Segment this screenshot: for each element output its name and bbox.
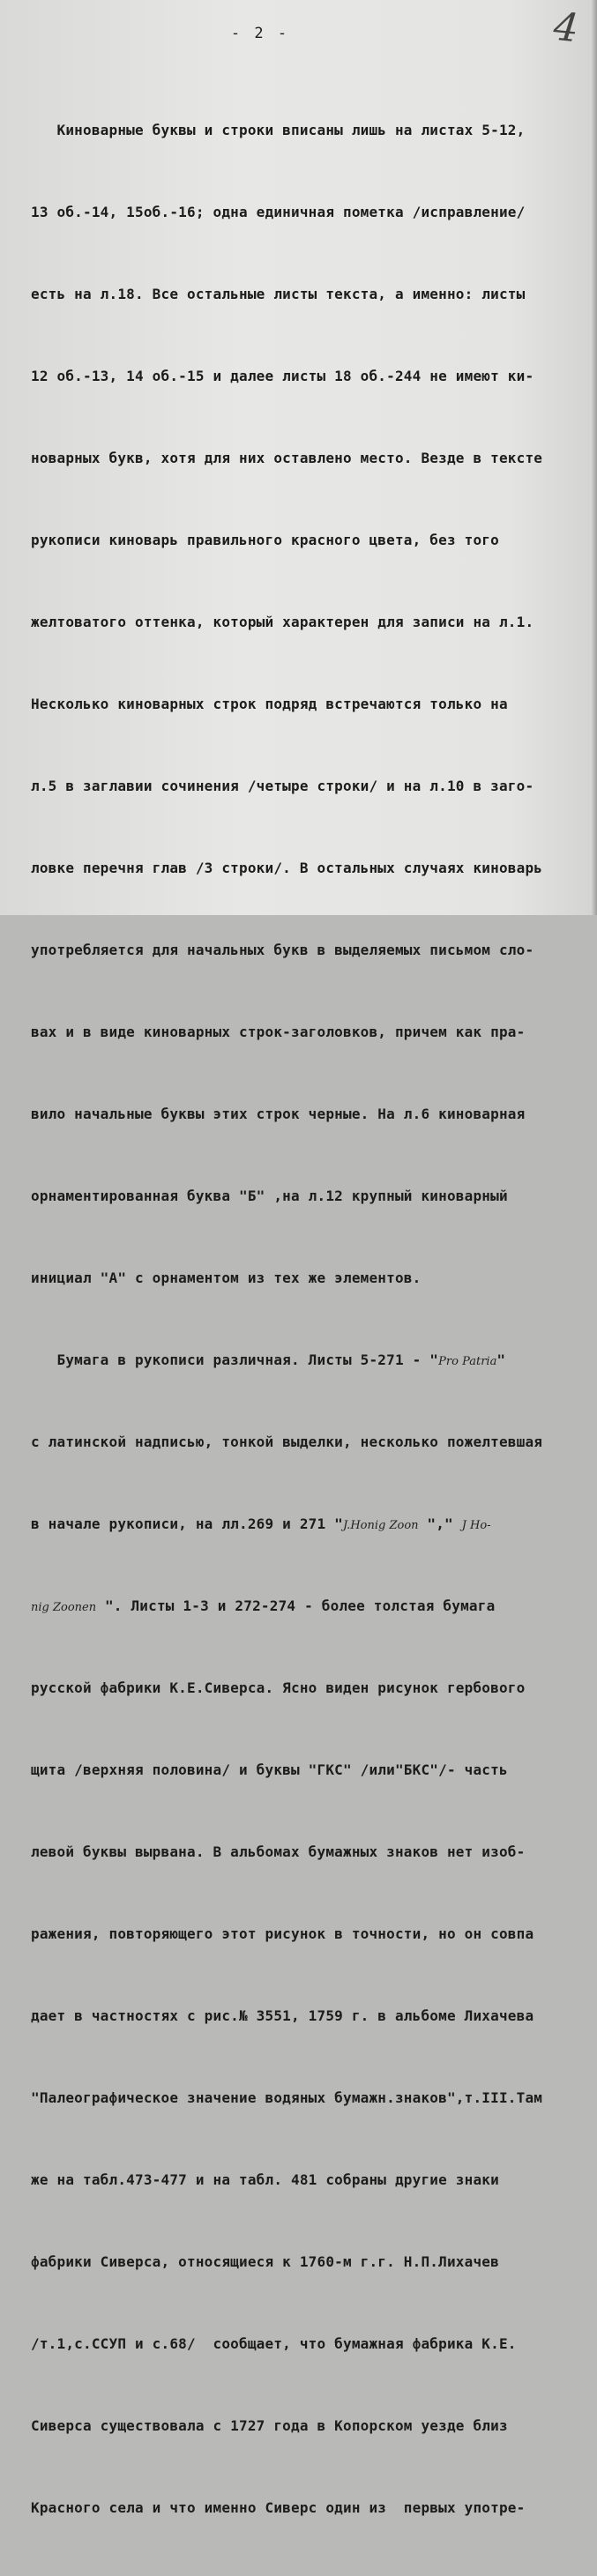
handwritten-sheet-number: 4 bbox=[551, 4, 581, 52]
text-line: 12 об.-13, 14 об.-15 и далее листы 18 об.-244 не имеют ки- bbox=[31, 368, 534, 384]
text-line: употребляется для начальных букв в выделяемых письмом сло- bbox=[31, 942, 534, 958]
text-line: инициал "А" с орнаментом из тех же элементов. bbox=[31, 1269, 422, 1286]
text-line-with-handwriting bbox=[31, 1346, 595, 1374]
text-line: л.5 в заглавии сочинения /четыре строки/ и на л.10 в заго- bbox=[31, 778, 534, 794]
text-line: Красного села и что именно Сиверс один из первых употре- bbox=[31, 2499, 526, 2516]
text-line: орнаментированная буква "Б" ,на л.12 крупный киноварный bbox=[31, 1187, 508, 1204]
text-line: левой буквы вырвана. В альбомах бумажных знаков нет изоб- bbox=[31, 1843, 526, 1860]
text-segment: "," bbox=[418, 1515, 462, 1532]
text-line: Киноварные буквы и строки вписаны лишь на листах 5-12, bbox=[31, 122, 526, 138]
text-line: Несколько киноварных строк подряд встречаются только на bbox=[31, 696, 508, 712]
handwritten-insert-honig: J Ho- bbox=[461, 1519, 491, 1532]
text-line: ражения, повторяющего этот рисунок в точности, но он совпа bbox=[31, 1925, 534, 1942]
text-segment: в начале рукописи, на лл.269 и 271 " bbox=[31, 1515, 343, 1532]
handwritten-insert-pro-patria: Pro Patria bbox=[438, 1355, 497, 1368]
text-line: /т.1,с.ССУП и с.68/ сообщает, что бумажная фабрика К.Е. bbox=[31, 2335, 517, 2352]
page-number: - 2 - bbox=[230, 25, 290, 42]
text-line: вах и в виде киноварных строк-заголовков, причем как пра- bbox=[31, 1024, 526, 1040]
text-line: фабрики Сиверса, относящиеся к 1760-м г.г. Н.П.Лихачев bbox=[31, 2253, 499, 2270]
handwritten-insert-honig-zoon: J.Honig Zoon bbox=[342, 1519, 419, 1532]
text-line: Сиверса существовала с 1727 года в Копорском уезде близ bbox=[31, 2417, 508, 2434]
text-line: 13 об.-14, 15об.-16; одна единичная пометка /исправление/ bbox=[31, 204, 526, 220]
text-line: "Палеографическое значение водяных бумажн.знаков",т.III.Там bbox=[31, 2089, 543, 2106]
text-line: ловке перечня глав /3 строки/. В остальных случаях киноварь bbox=[31, 860, 543, 876]
text-segment: Бумага в рукописи различная. Листы 5-271 - " bbox=[31, 1351, 439, 1368]
text-line: новарных букв, хотя для них оставлено место. Везде в тексте bbox=[31, 450, 543, 466]
text-segment: ". Листы 1-3 и 272-274 - более толстая бумага bbox=[96, 1597, 496, 1614]
text-line: есть на л.18. Все остальные листы текста, а именно: листы bbox=[31, 286, 526, 302]
text-line: рукописи киноварь правильного красного цвета, без того bbox=[31, 532, 499, 548]
handwritten-insert-zoonen: nig Zoonen bbox=[31, 1601, 97, 1614]
text-line-with-handwriting bbox=[31, 1592, 595, 1619]
text-line: желтоватого оттенка, который характерен для записи на л.1. bbox=[31, 614, 534, 630]
text-line: вило начальные буквы этих строк черные. На л.6 киноварная bbox=[31, 1106, 526, 1122]
text-line: же на табл.473-477 и на табл. 481 собраны другие знаки bbox=[31, 2171, 499, 2188]
text-segment: " bbox=[496, 1351, 506, 1368]
typewritten-text bbox=[31, 62, 595, 2576]
text-line: щита /верхняя половина/ и буквы "ГКС" /или"БКС"/- часть bbox=[31, 1761, 508, 1778]
text-line: русской фабрики К.Е.Сиверса. Ясно виден рисунок гербового bbox=[31, 1679, 526, 1696]
text-line: с латинской надписью, тонкой выделки, несколько пожелтевшая bbox=[31, 1433, 543, 1450]
text-line: дает в частностях с рис.№ 3551, 1759 г. в альбоме Лихачева bbox=[31, 2007, 534, 2024]
text-line-with-handwriting bbox=[31, 1510, 595, 1537]
